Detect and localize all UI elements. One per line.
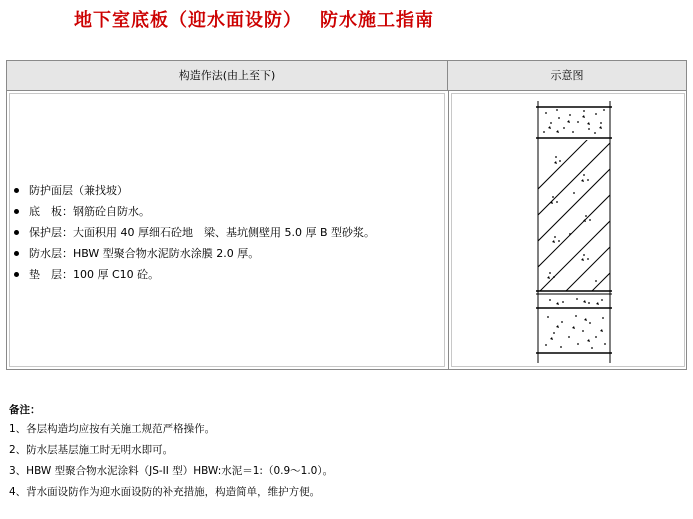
note-item: 1、各层构造均应按有关施工规范严格操作。 [9,423,216,435]
bullet-icon [14,188,19,193]
bullet-icon [14,251,19,256]
layer-label: 底 板：钢筋砼自防水。 [29,205,150,218]
bullet-icon [14,230,19,235]
layer-label: 保护层：大面积用 40 厚细石砼地 梁、基坑侧壁用 5.0 厚 B 型砂浆。 [29,226,376,239]
layer-label: 防护面层（兼找坡） [29,184,128,197]
note-item: 2、防水层基层施工时无明水即可。 [9,444,174,456]
table-header-diagram: 示意图 [448,61,686,91]
list-item [13,264,433,285]
construction-table [6,60,687,370]
layer-label: 垫 层：100 厚 C10 砼。 [29,268,160,281]
bullet-icon [14,209,19,214]
page-title-sub: 防水施工指南 [320,10,434,31]
note-item: 4、背水面设防作为迎水面设防的补充措施，构造简单，维护方便。 [9,486,321,498]
cushion-layer [536,315,612,353]
waterproof-membrane [536,291,612,308]
page-title-main: 地下室底板（迎水面设防） [74,10,302,31]
bullet-icon [14,272,19,277]
layer-list [13,180,433,285]
column-divider [448,91,449,369]
page-title [74,6,634,32]
list-item [13,222,433,243]
note-item: 3、HBW 型聚合物水泥涂料（JS-II 型）HBW:水泥＝1:（0.9～1.0）。 [9,465,334,477]
notes-heading: 备注： [9,404,41,416]
list-item [13,180,433,201]
layer-label: 防水层：HBW 型聚合物水泥防水涂膜 2.0 厚。 [29,247,260,260]
notes-section [9,401,609,503]
list-item [13,201,433,222]
table-header-method: 构造作法(由上至下) [7,61,448,91]
section-diagram [526,101,622,363]
protective-top-layer [536,107,612,138]
list-item [13,243,433,264]
